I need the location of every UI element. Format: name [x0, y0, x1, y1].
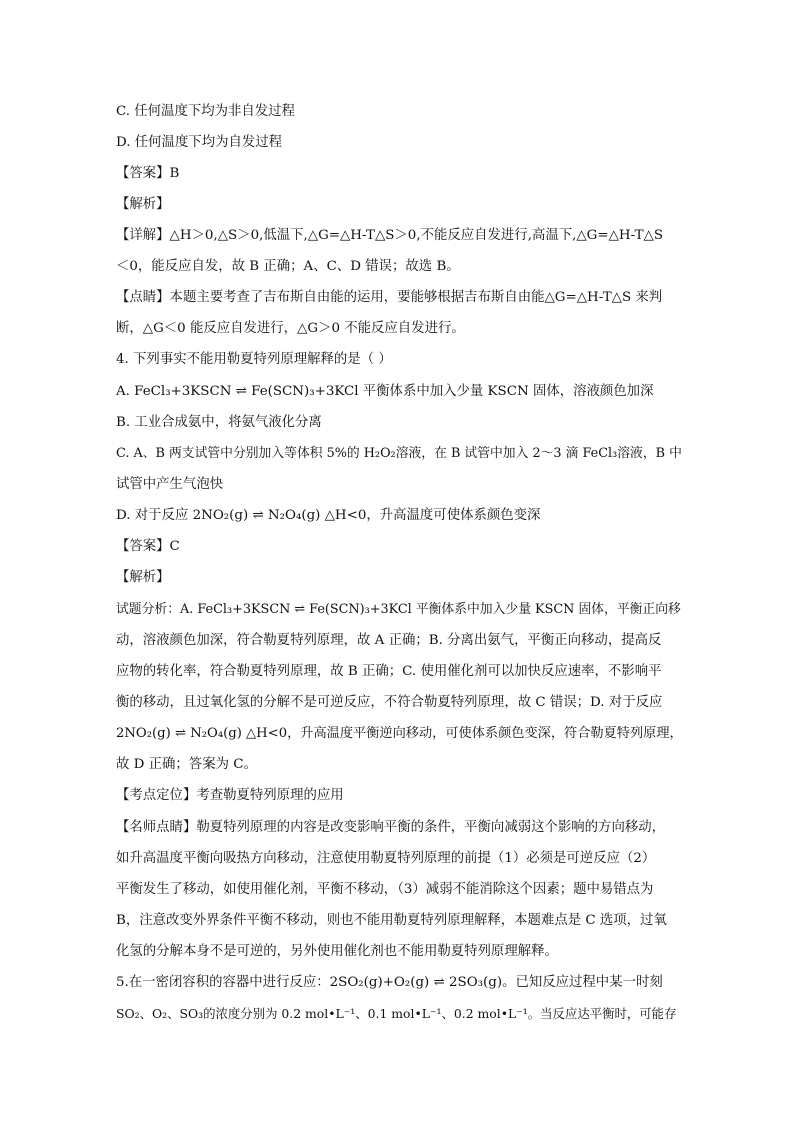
analysis-heading: 【解析】: [116, 197, 170, 212]
teacher-note-line-2: 如升高温度平衡向吸热方向移动，注意使用勒夏特列原理的前提（1）必须是可逆反应（2）: [116, 851, 656, 866]
teacher-note-line-3: 平衡发生了移动，如使用催化剂，平衡不移动，（3）减弱不能消除这个因素；题中易错点为: [116, 882, 654, 897]
question-5-line-2: SO₂、O₂、SO₃的浓度分别为 0.2 mol•L⁻¹、0.1 mol•L⁻¹、0.2 mol•L⁻¹。当反应达平衡时，可能存: [116, 1006, 677, 1021]
analysis-line-3: 应物的转化率，符合勒夏特列原理，故 B 正确；C. 使用催化剂可以加快反应速率，不影响平: [116, 664, 662, 679]
question-5-line-1: 5.在一密闭容积的容器中进行反应：2SO₂(g)+O₂(g) ⇌ 2SO₃(g)。已知反应过程中某一时刻: [116, 975, 663, 990]
question-4-analysis-heading: 【解析】: [116, 570, 170, 585]
analysis-line-6: 故 D 正确；答案为 C。: [116, 757, 257, 772]
tip-line-1: 【点睛】本题主要考查了吉布斯自由能的运用，要能够根据吉布斯自由能△G=△H-T△S 来判: [116, 290, 663, 305]
teacher-note-line-4: B，注意改变外界条件平衡不移动，则也不能用勒夏特列原理解释，本题难点是 C 选项，过氧: [116, 913, 667, 928]
analysis-line-2: 动，溶液颜色加深，符合勒夏特列原理，故 A 正确；B. 分离出氨气，平衡正向移动，提高反: [116, 633, 662, 648]
option-c-prev: C. 任何温度下均为非自发过程: [116, 104, 295, 119]
question-4-option-c-1: C. A、B 两支试管中分别加入等体积 5%的 H₂O₂溶液，在 B 试管中加入 2～3 滴 FeCl₃溶液，B 中: [116, 446, 682, 461]
question-4-answer: 【答案】C: [116, 539, 180, 554]
tip-line-2: 断，△G＜0 能反应自发进行，△G＞0 不能反应自发进行。: [116, 321, 465, 336]
question-4-option-b: B. 工业合成氨中，将氨气液化分离: [116, 415, 322, 430]
question-4-option-a: A. FeCl₃+3KSCN ⇌ Fe(SCN)₃+3KCl 平衡体系中加入少量 KSCN 固体，溶液颜色加深: [116, 384, 654, 399]
answer-line: 【答案】B: [116, 166, 180, 181]
question-4-option-c-2: 试管中产生气泡快: [116, 477, 224, 492]
detail-line-2: ＜0，能反应自发，故 B 正确；A、C、D 错误；故选 B。: [116, 259, 460, 274]
question-4-option-d: D. 对于反应 2NO₂(g) ⇌ N₂O₄(g) △H<0，升高温度可使体系颜色变深: [116, 508, 541, 523]
teacher-note-line-1: 【名师点睛】勒夏特列原理的内容是改变影响平衡的条件，平衡向减弱这个影响的方向移动，: [116, 820, 666, 835]
question-4-title: 4. 下列事实不能用勒夏特列原理解释的是（ ）: [116, 352, 392, 367]
exam-point-line: 【考点定位】考查勒夏特列原理的应用: [116, 788, 344, 803]
teacher-note-line-5: 化氢的分解本身不是可逆的，另外使用催化剂也不能用勒夏特列原理解释。: [116, 944, 558, 959]
analysis-line-1: 试题分析：A. FeCl₃+3KSCN ⇌ Fe(SCN)₃+3KCl 平衡体系中加入少量 KSCN 固体，平衡正向移: [116, 602, 681, 617]
option-d-prev: D. 任何温度下均为自发过程: [116, 135, 283, 150]
analysis-line-4: 衡的移动，且过氧化氢的分解不是可逆反应，不符合勒夏特列原理，故 C 错误；D. 对于反应: [116, 695, 663, 710]
detail-line-1: 【详解】△H＞0,△S＞0,低温下,△G=△H-T△S＞0,不能反应自发进行,高温下,△G=△H-T△S: [116, 228, 664, 243]
analysis-line-5: 2NO₂(g) ⇌ N₂O₄(g) △H<0，升高温度平衡逆向移动，可使体系颜色变深，符合勒夏特列原理，: [116, 726, 683, 741]
